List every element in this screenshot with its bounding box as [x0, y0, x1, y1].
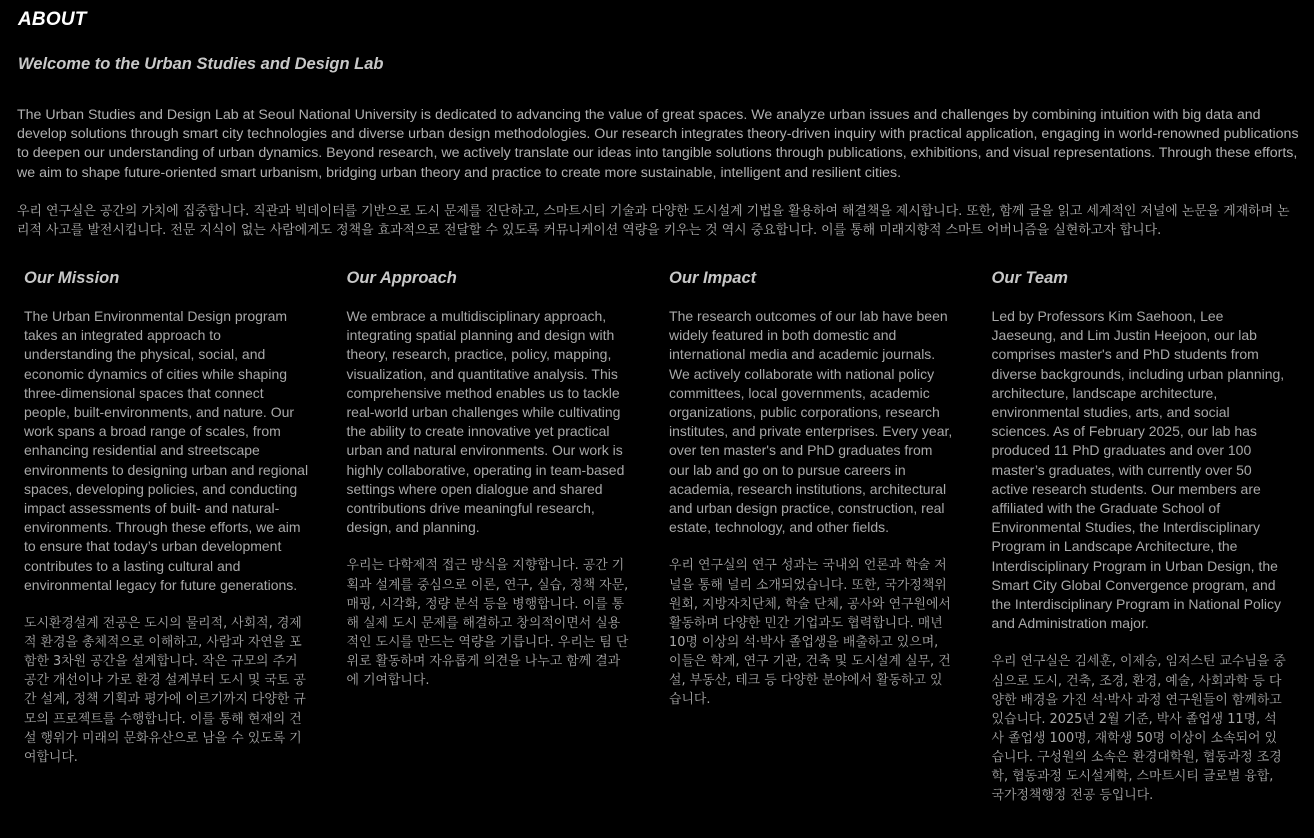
intro-section	[17, 106, 1302, 240]
sections-grid	[24, 268, 1314, 805]
section-team	[992, 268, 1314, 805]
intro-paragraph-korean: 우리 연구실은 공간의 가치에 집중합니다. 직관과 빅데이터를 기반으로 도시 문제를 진단하고, 스마트시티 기술과 다양한 도시설계 기법을 활용하여 해결책을 제시합니다. 또한, 함께 글을 읽고 세계적인 저널에 논문을 게재하며 논리적 사고를 발전시킵니다. 전문 지식이 없는 사람에게도 정책을 효과적으로 전달할 수 있도록 커뮤니케이션 역량을 키우는 것 역시 중요합니다. 이를 통해 미래지향적 스마트 어버니즘을 실현하고자 합니다.	[17, 203, 1290, 239]
section-heading: Our Mission	[24, 269, 120, 287]
section-text-english: Led by Professors Kim Saehoon, Lee Jaeseung, and Lim Justin Heejoon, our lab comprises master's and PhD students from diverse backgrounds, including urban planning, architecture, landscape architecture, environmental studies, arts, and social sciences. As of February 2025, our lab has produced 11 PhD graduates and over 100 master’s graduates, with currently over 50 active research students. Our members are affiliated with the Graduate School of Environmental Studies, the Interdisciplinary Program in Landscape Architecture, the Interdisciplinary Program in Urban Design, the Smart City Global Convergence program, and the Interdisciplinary Program in National Policy and Administration major.	[991, 308, 1285, 632]
section-text-korean: 도시환경설계 전공은 도시의 물리적, 사회적, 경제적 환경을 총체적으로 이해하고, 사람과 자연을 포함한 3차원 공간을 설계합니다. 작은 규모의 주거 공간 개선이나 가로 환경 설계부터 도시 및 국토 공간 설계, 정책 기획과 평가에 이르기까지 다양한 규모의 프로젝트를 수행합니다. 이를 통해 현재의 건설 행위가 미래의 문화유산으로 남을 수 있도록 기여합니다.	[24, 616, 306, 765]
section-heading: Our Approach	[346, 269, 457, 287]
section-mission	[24, 268, 347, 805]
page-title: ABOUT	[18, 9, 87, 30]
section-text-english: The Urban Environmental Design program takes an integrated approach to understanding the physical, social, and economic dynamics of cities while shaping three-dimensional spaces that connect people, built-environments, and nature. Our work spans a broad range of scales, from enhancing residential and streetscape environments to designing urban and regional spaces, developing policies, and conducting impact assessments of built- and natural-environments. Through these efforts, we aim to ensure that today’s urban development contributes to a lasting cultural and environmental legacy for future generations.	[24, 308, 309, 593]
section-approach	[347, 268, 670, 805]
section-text-english: We embrace a multidisciplinary approach, integrating spatial planning and design with theory, research, practice, policy, mapping, visualization, and quantitative analysis. This comprehensive method enables us to tackle real-world urban challenges while cultivating the ability to create innovative yet practical urban and natural environments. Our work is highly collaborative, operating in team-based settings where open dialogue and shared contributions drive meaningful research, design, and planning.	[346, 308, 625, 536]
section-impact	[669, 268, 992, 805]
section-text-korean: 우리는 다학제적 접근 방식을 지향합니다. 공간 기획과 설계를 중심으로 이론, 연구, 실습, 정책 자문, 매핑, 시각화, 정량 분석 등을 병행합니다. 이를 통해 실제 도시 문제를 해결하고 창의적이면서 실용적인 도시를 만드는 역량을 기릅니다. 우리는 팀 단위로 활동하며 자유롭게 의견을 나누고 함께 결과에 기여합니다.	[346, 558, 629, 688]
intro-paragraph-english: The Urban Studies and Design Lab at Seoul National University is dedicated to advancing the value of great spaces. We analyze urban issues and challenges by combining intuition with big data and develop solutions through smart city technologies and diverse urban design methodologies. Our research integrates theory-driven inquiry with practical application, engaging in world-renowned publications to deepen our understanding of urban dynamics. Beyond research, we actively translate our ideas into tangible solutions through publications, exhibitions, and visual representations. Through these efforts, we aim to shape future-oriented smart urbanism, bridging urban theory and practice to create more sustainable, intelligent and resilient cities.	[17, 107, 1299, 181]
section-text-english: The research outcomes of our lab have been widely featured in both domestic and international media and academic journals. We actively collaborate with national policy committees, local governments, academic organizations, public corporations, research institutes, and private enterprises. Every year, over ten master's and PhD graduates from our lab and go on to pursue careers in academia, research institutions, architectural and urban design practice, construction, real estate, technology, and other fields.	[669, 308, 953, 536]
page-subtitle: Welcome to the Urban Studies and Design Lab	[18, 55, 384, 73]
section-text-korean: 우리 연구실은 김세훈, 이제승, 임저스틴 교수님을 중심으로 도시, 건축, 조경, 환경, 예술, 사회과학 등 다양한 배경을 가진 석·박사 과정 연구원들이 함께하고 있습니다. 2025년 2월 기준, 박사 졸업생 11명, 석사 졸업생 100명, 재학생 50명 이상이 소속되어 있습니다. 구성원의 소속은 환경대학원, 협동과정 조경학, 협동과정 도시설계학, 스마트시티 글로벌 융합, 국가정책행정 전공 등입니다.	[991, 654, 1286, 804]
section-text-korean: 우리 연구실의 연구 성과는 국내외 언론과 학술 저널을 통해 널리 소개되었습니다. 또한, 국가정책위원회, 지방자치단체, 학술 단체, 공사와 연구원에서 활동하며 다양한 민간 기업과도 협력합니다. 매년 10명 이상의 석·박사 졸업생을 배출하고 있으며, 이들은 학계, 연구 기관, 건축 및 도시설계 실무, 건설, 부동산, 테크 등 다양한 분야에서 활동하고 있습니다.	[669, 558, 951, 708]
section-heading: Our Team	[991, 269, 1068, 287]
section-heading: Our Impact	[669, 269, 757, 287]
